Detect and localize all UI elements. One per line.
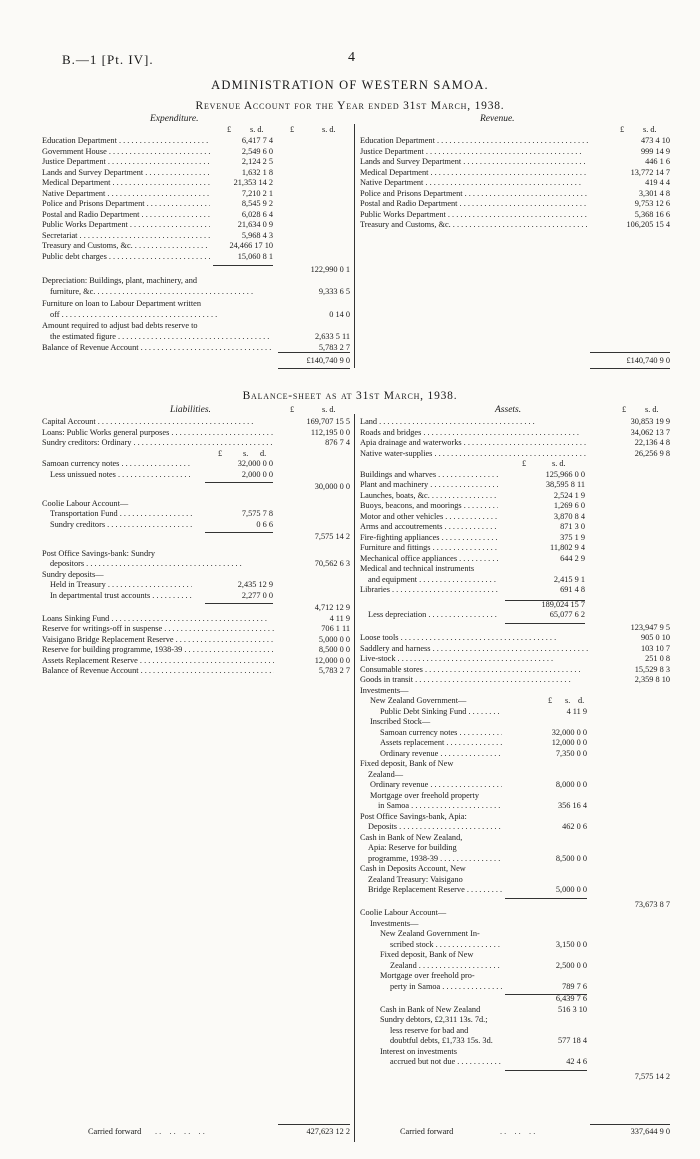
asset-inner-amount: 691 4 8 xyxy=(560,585,585,594)
revenue-amount: 13,772 14 7 xyxy=(630,167,670,177)
asset-inner-label: Furniture and fittings . . . xyxy=(360,543,498,554)
coolie-fd-label2: Zealand . . . xyxy=(390,961,502,972)
expenditure-other-amount: 0 14 0 xyxy=(329,309,350,319)
cda-label2: Zealand Treasury: Vaisigano xyxy=(368,874,463,884)
inscribed-item-label: Samoan currency notes . . . xyxy=(380,728,502,739)
cda-label: Cash in Deposits Account, New xyxy=(360,864,466,873)
expenditure-amount: 21,634 0 9 xyxy=(237,220,273,229)
expenditure-heading: Expenditure. xyxy=(150,114,199,124)
coolie-subtotal: 6,439 7 6 xyxy=(555,994,587,1003)
fixed-ordinary-amount: 8,000 0 0 xyxy=(555,780,587,789)
expenditure-label: Medical Department . . . xyxy=(42,178,210,189)
assets-net-amount: 123,947 9 5 xyxy=(630,622,670,632)
liability-label: Reserve for building programme, 1938-39 . . . xyxy=(42,645,274,656)
inv-col-pound: £ xyxy=(548,696,553,705)
asset-amount: 30,853 19 9 xyxy=(630,417,670,426)
coolie-mort-label: Mortgage over freehold pro- xyxy=(380,971,475,980)
revenue-amount: 3,301 4 8 xyxy=(638,188,670,198)
inscribed-item-label: Assets replacement . . . xyxy=(380,738,502,749)
samoan-less-inner: 2,000 0 0 xyxy=(241,469,273,479)
expenditure-amount: 21,353 14 2 xyxy=(233,178,273,187)
liability-label: Loans Sinking Fund . . . xyxy=(42,614,274,625)
pdsf-label: Public Debt Sinking Fund . . . xyxy=(380,707,502,718)
asset-amount: 34,062 13 7 xyxy=(630,427,670,437)
held-treasury-label: Held in Treasury . . . xyxy=(50,580,192,591)
liability-amount: 4 11 9 xyxy=(329,613,350,623)
depreciation-amount: 65,077 6 2 xyxy=(549,610,585,619)
fixed-deposit-label2: Zealand— xyxy=(368,769,404,779)
exp-col-sd-2: s. d. xyxy=(322,125,336,134)
posb-label: Post Office Savings-bank, Apia: xyxy=(360,811,467,821)
coolie-assets-total: 7,575 14 2 xyxy=(634,1071,670,1081)
liability-label: Assets Replacement Reserve . . . xyxy=(42,656,274,667)
revenue-label: Public Works Department . . . xyxy=(360,210,588,221)
coolie-investments-label: Investments— xyxy=(370,918,419,928)
exp-col-sd-1: s. d. xyxy=(250,125,264,134)
assets-carried-amount: 337,644 9 0 xyxy=(630,1127,670,1136)
asset-inner-amount: 125,966 0 0 xyxy=(545,469,585,479)
asset-inner-amount: 3,870 8 4 xyxy=(553,511,585,521)
inv-col-s: s. xyxy=(565,696,571,705)
expenditure-amount: 2,124 2 5 xyxy=(241,157,273,166)
inv-col-d: d. xyxy=(578,696,585,705)
liability-amount: 169,707 15 5 xyxy=(306,417,350,426)
assets-inner-col-sd: s. d. xyxy=(552,459,566,468)
sundry-deposits-label: Sundry deposits— xyxy=(42,569,104,579)
held-treasury-inner: 2,435 12 9 xyxy=(237,580,273,589)
inner-col-pound: £ xyxy=(218,448,223,458)
asset-inner-label: Fire-fighting appliances . . . xyxy=(360,533,498,544)
cash-bnz-amount: 8,500 0 0 xyxy=(555,853,587,863)
fixed-ordinary-label: Ordinary revenue . . . xyxy=(370,780,502,791)
coolie-fd-label: Fixed deposit, Bank of New xyxy=(380,950,474,959)
revenue-label: Medical Department . . . xyxy=(360,168,588,179)
asset-label: Goods in transit . . . xyxy=(360,675,588,686)
expenditure-amount: 6,417 7 4 xyxy=(241,136,273,145)
liabilities-carried-label: Carried forward xyxy=(88,1127,142,1136)
revenue-amount: 106,205 15 4 xyxy=(626,220,670,229)
expenditure-label: Secretariat . . . xyxy=(42,231,210,242)
cash-bnz-label3: programme, 1938-39 . . . xyxy=(368,854,502,865)
assets-heading: Assets. xyxy=(495,405,522,415)
sundry-deposits-amount: 4,712 12 9 xyxy=(314,603,350,612)
expenditure-label: Native Department . . . xyxy=(42,189,210,200)
asset-col-sd: s. d. xyxy=(645,405,659,414)
expenditure-other-amount: 9,333 6 5 xyxy=(318,286,350,296)
document-reference: B.—1 [Pt. IV]. xyxy=(62,52,154,67)
post-office-amount: 70,562 6 3 xyxy=(314,559,350,568)
nzg-label: New Zealand Government— xyxy=(370,696,467,705)
coolie-amount: 7,575 14 2 xyxy=(314,532,350,541)
coolie-cash-amount: 516 3 10 xyxy=(557,1004,587,1014)
coolie-fd-amount: 2,500 0 0 xyxy=(555,960,587,970)
coolie-int-amount: 42 4 6 xyxy=(566,1057,587,1066)
coolie-transport-inner: 7,575 7 8 xyxy=(241,509,273,518)
asset-label: Native water-supplies . . . xyxy=(360,449,588,460)
liability-label: Capital Account . . . xyxy=(42,417,274,428)
asset-amount: 251 0 8 xyxy=(645,654,670,663)
expenditure-other-label2: off . . . xyxy=(50,310,272,321)
coolie-transport-label: Transportation Fund . . . xyxy=(50,509,192,520)
liability-amount: 12,000 0 0 xyxy=(314,655,350,665)
coolie-int-label2: accrued but not due . . . xyxy=(390,1057,502,1068)
revenue-label: Lands and Survey Department . . . xyxy=(360,157,588,168)
samoan-notes-inner: 32,000 0 0 xyxy=(237,459,273,468)
mortgage-label2: in Samoa . . . xyxy=(378,801,502,812)
coolie-cash-label: Cash in Bank of New Zealand xyxy=(380,1004,481,1014)
exp-col-pound-1: £ xyxy=(227,125,232,134)
liability-amount: 706 1 11 xyxy=(321,624,350,633)
asset-amount: 2,359 8 10 xyxy=(634,675,670,684)
coolie-int-label: Interest on investments xyxy=(380,1046,457,1056)
expenditure-label: Education Department . . . xyxy=(42,136,210,147)
asset-inner-label: Buoys, beacons, and moorings . . . xyxy=(360,501,498,512)
expenditure-other-amount: 5,783 2 7 xyxy=(318,343,350,352)
asset-col-pound: £ xyxy=(622,405,627,414)
investments-label: Investments— xyxy=(360,685,409,695)
expenditure-amount: 5,968 4 3 xyxy=(241,230,273,240)
inner-col-d: d. xyxy=(260,448,267,458)
liability-label: Balance of Revenue Account . . . xyxy=(42,666,274,677)
asset-inner-amount: 11,802 9 4 xyxy=(550,543,585,552)
inscribed-label: Inscribed Stock— xyxy=(370,717,431,726)
coolie-label: Coolie Labour Account— xyxy=(42,498,129,508)
expenditure-label: Lands and Survey Department . . . xyxy=(42,168,210,179)
asset-amount: 15,529 8 3 xyxy=(634,664,670,674)
coolie-sundry-inner: 0 6 6 xyxy=(256,519,273,529)
asset-inner-amount: 1,269 6 0 xyxy=(553,501,585,510)
asset-inner-amount: 2,524 1 9 xyxy=(553,490,585,500)
coolie-nzgi-amount: 3,150 0 0 xyxy=(555,939,587,949)
cash-bnz-label: Cash in Bank of New Zealand, xyxy=(360,832,463,842)
expenditure-label: Postal and Radio Department . . . xyxy=(42,210,210,221)
inscribed-item-amount: 12,000 0 0 xyxy=(551,738,587,747)
expenditure-subtotal: 122,990 0 1 xyxy=(310,265,350,274)
asset-amount: 905 0 10 xyxy=(640,633,670,642)
pdsf-amount: 4 11 9 xyxy=(566,706,587,716)
liabilities-carried-amount: 427,623 12 2 xyxy=(306,1127,350,1136)
asset-inner-label: Plant and machinery . . . xyxy=(360,480,498,491)
expenditure-amount: 6,028 6 4 xyxy=(241,209,273,219)
revenue-amount: 9,753 12 6 xyxy=(634,199,670,208)
liabilities-carried-dots: . . . . . . . . xyxy=(155,1127,205,1136)
coolie-nzgi-label: New Zealand Government In- xyxy=(380,929,480,938)
liabilities-heading: Liabilities. xyxy=(170,405,211,415)
expenditure-label: Public Works Department . . . xyxy=(42,220,210,231)
page-title: ADMINISTRATION OF WESTERN SAMOA. xyxy=(211,78,489,92)
trust-accounts-inner: 2,277 0 0 xyxy=(241,590,273,600)
depreciation-label: Less depreciation . . . xyxy=(368,610,498,621)
cda-label3: Bridge Replacement Reserve . . . xyxy=(368,885,502,896)
cda-amount: 5,000 0 0 xyxy=(555,885,587,894)
expenditure-label: Police and Prisons Department . . . xyxy=(42,199,210,210)
coolie-sundry-label: Sundry creditors . . . xyxy=(50,520,192,531)
revenue-amount: 473 4 10 xyxy=(640,136,670,145)
liability-amount: 5,783 2 7 xyxy=(318,666,350,675)
inscribed-item-amount: 7,350 0 0 xyxy=(555,748,587,758)
coolie-mort-label2: perty in Samoa . . . xyxy=(390,982,502,993)
liab-col-pound: £ xyxy=(290,405,295,414)
coolie-assets-label: Coolie Labour Account— xyxy=(360,908,447,917)
expenditure-amount: 15,060 8 1 xyxy=(237,251,273,261)
coolie-mort-amount: 789 7 6 xyxy=(562,981,587,991)
asset-inner-label: Motor and other vehicles . . . xyxy=(360,512,498,523)
asset-inner-label: Medical and technical instruments xyxy=(360,564,475,573)
revenue-label: Treasury and Customs, &c. . . . xyxy=(360,220,588,231)
investments-total: 73,673 8 7 xyxy=(634,899,670,909)
asset-inner-amount: 644 2 9 xyxy=(560,553,585,563)
asset-amount: 26,256 9 8 xyxy=(634,448,670,458)
revenue-label: Education Department . . . xyxy=(360,136,588,147)
asset-inner-amount: 38,595 8 11 xyxy=(545,480,585,489)
expenditure-label: Government House . . . xyxy=(42,147,210,158)
posb-label2: Deposits . . . xyxy=(368,822,502,833)
samoan-less-label: Less unissued notes . . . xyxy=(50,470,192,481)
liability-label: Vaisigano Bridge Replacement Reserve . . . xyxy=(42,635,274,646)
asset-label: Land . . . xyxy=(360,417,588,428)
page-number: 4 xyxy=(348,50,355,65)
expenditure-label: Treasury and Customs, &c. . . . xyxy=(42,241,210,252)
coolie-sd-amount: 577 18 4 xyxy=(557,1036,587,1045)
asset-inner-label: Launches, boats, &c. . . . xyxy=(360,491,498,502)
liab-col-sd: s. d. xyxy=(322,405,336,414)
revenue-amount: 446 1 6 xyxy=(645,157,670,166)
expenditure-other-label2: the estimated figure . . . xyxy=(50,332,272,343)
rev-col-pound: £ xyxy=(620,125,625,134)
revenue-label: Police and Prisons Department . . . xyxy=(360,189,588,200)
inscribed-item-amount: 32,000 0 0 xyxy=(551,727,587,737)
assets-carried-label: Carried forward xyxy=(400,1127,454,1136)
samoan-notes-label: Samoan currency notes . . . xyxy=(42,459,192,470)
expenditure-label: Public debt charges . . . xyxy=(42,252,210,263)
expenditure-amount: 8,545 9 2 xyxy=(241,199,273,208)
revenue-label: Justice Department . . . xyxy=(360,147,588,158)
assets-inner-total: 189,024 15 7 xyxy=(541,599,585,609)
exp-col-pound-2: £ xyxy=(290,125,295,134)
liability-amount: 5,000 0 0 xyxy=(318,634,350,644)
mortgage-amount: 356 16 4 xyxy=(557,801,587,810)
asset-amount: 103 10 7 xyxy=(640,643,670,653)
asset-inner-label: Libraries . . . xyxy=(360,585,498,596)
assets-carried-dots: . . . . . . xyxy=(500,1127,536,1136)
asset-inner-amount: 2,415 9 1 xyxy=(553,574,585,584)
inner-col-s: s. xyxy=(243,448,249,458)
asset-label: Saddlery and harness . . . xyxy=(360,644,588,655)
liability-label: Loans: Public Works general purposes . . . xyxy=(42,428,274,439)
expenditure-other-amount: 2,633 5 11 xyxy=(315,331,350,341)
liability-amount: 8,500 0 0 xyxy=(318,645,350,654)
revenue-total: £140,740 9 0 xyxy=(626,356,670,365)
coolie-sd-label: Sundry debtors, £2,311 13s. 7d.; xyxy=(380,1015,488,1024)
inscribed-item-label: Ordinary revenue . . . xyxy=(380,749,502,760)
balance-sheet-title: Balance-sheet as at 31st March, 1938. xyxy=(242,390,458,402)
coolie-nzgi-label2: scribed stock . . . xyxy=(390,940,502,951)
mortgage-label: Mortgage over freehold property xyxy=(370,790,479,800)
revenue-heading: Revenue. xyxy=(480,114,515,124)
asset-label: Live-stock . . . xyxy=(360,654,588,665)
samoan-notes-amount: 30,000 0 0 xyxy=(314,482,350,491)
asset-inner-label2: and equipment . . . xyxy=(368,575,498,586)
expenditure-other-label2: furniture, &c. . . . xyxy=(50,287,272,298)
asset-amount: 22,136 4 8 xyxy=(634,438,670,447)
expenditure-other-label: Furniture on loan to Labour Department written xyxy=(42,299,201,308)
asset-inner-amount: 871 3 0 xyxy=(560,522,585,531)
revenue-label: Postal and Radio Department . . . xyxy=(360,199,588,210)
cash-bnz-label2: Apia: Reserve for building xyxy=(368,843,457,852)
asset-inner-label: Buildings and wharves . . . xyxy=(360,470,498,481)
asset-inner-label: Mechanical office appliances . . . xyxy=(360,554,498,565)
asset-inner-label: Arms and accoutrements . . . xyxy=(360,522,498,533)
rev-col-sd: s. d. xyxy=(643,125,657,134)
coolie-sd-label2: less reserve for bad and xyxy=(390,1025,469,1035)
liability-label: Reserve for writings-off in suspense . . . xyxy=(42,624,274,635)
liability-amount: 876 7 4 xyxy=(325,438,350,447)
asset-label: Roads and bridges . . . xyxy=(360,428,588,439)
revenue-label: Native Department . . . xyxy=(360,178,588,189)
posb-amount: 462 0 6 xyxy=(562,822,587,831)
revenue-amount: 5,368 16 6 xyxy=(634,209,670,219)
asset-inner-amount: 375 1 9 xyxy=(560,532,585,542)
expenditure-other-label: Amount required to adjust bad debts reserve to xyxy=(42,321,198,330)
asset-label: Loose tools . . . xyxy=(360,633,588,644)
expenditure-label: Justice Department . . . xyxy=(42,157,210,168)
coolie-sd-label3: doubtful debts, £1,733 15s. 3d. xyxy=(390,1036,493,1045)
trust-accounts-label: In departmental trust accounts . . . xyxy=(50,591,192,602)
asset-label: Apia drainage and waterworks . . . xyxy=(360,438,588,449)
expenditure-other-label: Balance of Revenue Account . . . xyxy=(42,343,272,354)
liability-amount: 112,195 0 0 xyxy=(310,427,350,437)
assets-inner-col-pound: £ xyxy=(522,459,527,468)
post-office-label2: depositors . . . xyxy=(50,559,272,570)
expenditure-amount: 1,632 1 8 xyxy=(241,167,273,177)
asset-label: Consumable stores . . . xyxy=(360,665,588,676)
expenditure-total: £140,740 9 0 xyxy=(306,356,350,365)
expenditure-amount: 7,210 2 1 xyxy=(241,188,273,198)
liability-label: Sundry creditors: Ordinary . . . xyxy=(42,438,274,449)
revenue-amount: 419 4 4 xyxy=(645,178,670,187)
revenue-account-title: Revenue Account for the Year ended 31st March, 1938. xyxy=(195,100,505,112)
revenue-amount: 999 14 9 xyxy=(640,146,670,156)
expenditure-amount: 24,466 17 10 xyxy=(229,241,273,250)
post-office-label: Post Office Savings-bank: Sundry xyxy=(42,548,156,558)
fixed-deposit-label: Fixed deposit, Bank of New xyxy=(360,759,454,768)
expenditure-other-label: Depreciation: Buildings, plant, machinery, and xyxy=(42,276,197,285)
expenditure-amount: 2,549 6 0 xyxy=(241,146,273,156)
